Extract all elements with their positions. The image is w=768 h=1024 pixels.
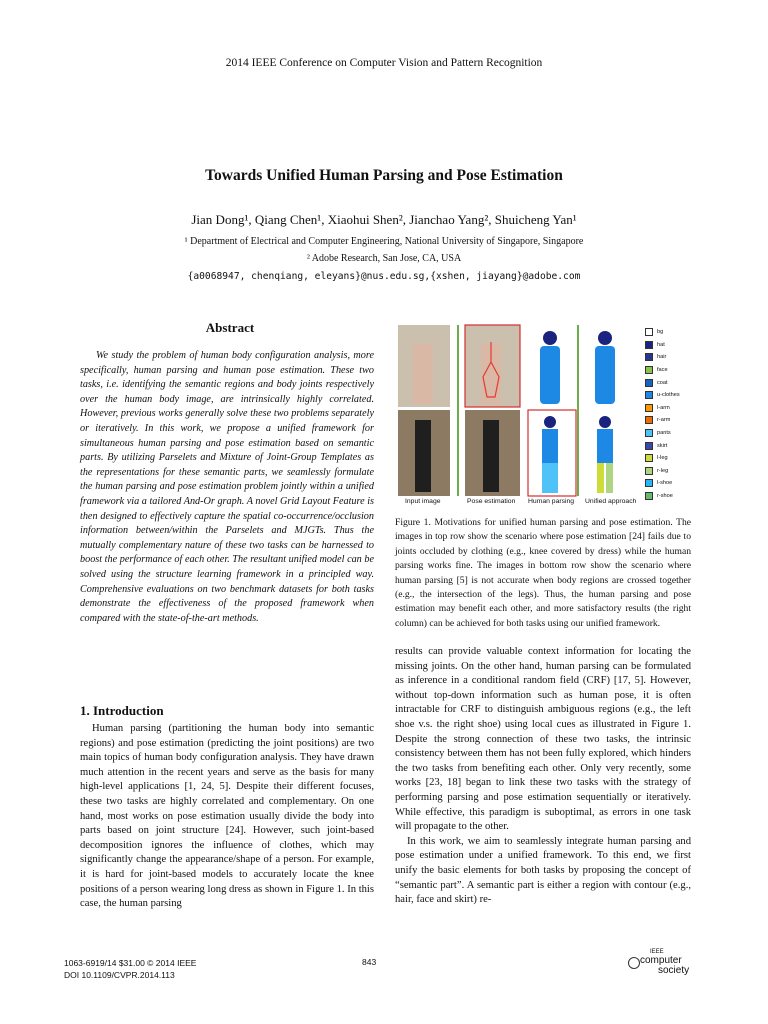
logo-ieee-text: IEEE — [650, 949, 664, 955]
intro-paragraph-2: results can provide valuable context information for locating the missing joints. On the other hand, human parsing can be formulated as inference in a conditional random field (CRF) [17, 5]. However, without top-down information such as human pose, it is often intractable for CRF to distinguish ambiguous regions (e.g., the left shoe v.s. the right shoe) using local cues as illustrated in Figure 1. Despite the strong connection of these two tasks, the intrinsic consistency between them has not been fully explored, which hinders the two tasks from benefiting each other. Only very recently, some works [23, 18] began to link these two tasks with the strategy of performing parsing and pose estimation sequentially or iteratively. While effective, this paradigm is suboptimal, as errors in one task will propagate to the other. — [395, 646, 691, 833]
legend-item — [645, 465, 695, 478]
paper-title: Towards Unified Human Parsing and Pose Estimation — [205, 167, 563, 184]
legend-label: hair — [657, 354, 667, 361]
unified-left-leg — [597, 463, 604, 493]
unified-body-top — [595, 346, 615, 404]
author-emails: {a0068947, chenqiang, eleyans}@nus.edu.sg,{xshen, jiayang}@adobe.com — [187, 271, 581, 282]
legend-label: l-leg — [657, 455, 668, 462]
parse-torso-bottom — [542, 429, 558, 463]
author-list: Jian Dong¹, Qiang Chen¹, Xiaohui Shen², Jianchao Yang², Shuicheng Yan¹ — [191, 212, 577, 227]
legend-item — [645, 351, 695, 364]
figure-1-caption: Figure 1. Motivations for unified human parsing and pose estimation. The images in top row show the scenario where pose estimation [24] fails due to joints occluded by clothing (e.g., knee covered by dress) while the human parsing works fine. The images in bottom row show the scenario where human parsing [5] is not accurate when body regions are crossed together (e.g., the intersection of the legs). Thus, the human parsing and pose estimation may benefit each other, and more satisfactory results (the right column) can be achieved for both tasks using our unified framework. — [395, 517, 691, 629]
unified-head-top — [598, 331, 612, 345]
logo-computer-text: computer — [640, 955, 682, 966]
footer-issn: 1063-6919/14 $31.00 © 2014 IEEE — [64, 958, 197, 968]
legend-swatch — [645, 479, 653, 487]
legend-swatch — [645, 404, 653, 412]
affiliation-1: ¹ Department of Electrical and Computer Engineering, National University of Singapore, Singapore — [184, 236, 584, 247]
legend-swatch — [645, 416, 653, 424]
legend-item — [645, 339, 695, 352]
intro-right-column — [395, 645, 691, 908]
intro-paragraph-3: In this work, we aim to seamlessly integrate human parsing and pose estimation under a unified framework. To this end, we first unify the basic elements for both tasks by proposing the concept of “semantic part”. A semantic part is either a region with contour (e.g., hair, face and skirt) re- — [395, 835, 691, 906]
legend-label: l-arm — [657, 404, 670, 411]
section-heading-introduction: 1. Introduction — [80, 703, 164, 718]
legend-label: skirt — [657, 442, 668, 449]
legend-item — [645, 402, 695, 415]
intro-left-column — [80, 722, 374, 912]
legend-swatch — [645, 353, 653, 361]
legend-item — [645, 326, 695, 339]
abstract-text: We study the problem of human body configuration analysis, more specifically, human parsing and human pose estimation. These two tasks, i.e. identifying the semantic regions and body joints respectively over the human body image, are intrinsically highly correlated. However, previous works generally solve these two problems separately or iteratively. In this work, we propose a unified framework for simultaneous human parsing and pose estimation based on semantic parts. By utilizing Parselets and Mixture of Joint-Group Templates as the representations for these semantic parts, we seamlessly formulate the human parsing and pose estimation problem jointly within a unified framework via a tailored And-Or graph. A novel Grid Layout Feature is then designed to effectively capture the spatial co-occurrence/occlusion information between/within the Parselets and MJGTs. Thus the mutually complementary nature of these two tasks can be harnessed to boost the performance of each other. The resultant unified model can be solved using the structure learning framework in a principled way. Comprehensive evaluations on two benchmark datasets for both tasks demonstrate the effectiveness of the proposed framework when compared with the state-of-the-art methods. — [80, 350, 374, 624]
figure-label-unified: Unified approach — [585, 498, 637, 505]
legend-swatch — [645, 492, 653, 500]
legend-item — [645, 389, 695, 402]
legend-label: coat — [657, 379, 668, 386]
legend-item — [645, 414, 695, 427]
parse-head-bottom — [544, 416, 556, 428]
abstract-body — [80, 349, 374, 626]
legend-swatch — [645, 366, 653, 374]
legend-item — [645, 427, 695, 440]
footer-doi: DOI 10.1109/CVPR.2014.113 — [64, 970, 175, 980]
legend-swatch — [645, 429, 653, 437]
computer-society-logo — [628, 949, 708, 981]
legend-label: face — [657, 367, 668, 374]
figure-label-input: Input image — [405, 498, 441, 505]
legend-item — [645, 490, 695, 503]
legend-label: pants — [657, 430, 671, 437]
legend-item — [645, 439, 695, 452]
input-person-top — [413, 344, 433, 404]
legend-swatch — [645, 328, 653, 336]
parse-body-top — [540, 346, 560, 404]
legend-label: u-clothes — [657, 392, 680, 399]
legend-swatch — [645, 454, 653, 462]
logo-society-text: society — [658, 965, 690, 976]
legend-label: l-shoe — [657, 480, 673, 487]
footer-copyright — [64, 957, 196, 981]
intro-paragraph-1: Human parsing (partitioning the human body into semantic regions) and pose estimation (predicting the joint positions) are two main topics of human body configuration analysis. They have drawn much attention in the recent years and serve as the basis for many high-level applications [1, 24, 5]. Despite their different focuses, these two tasks are highly correlated and complementary. On one hand, most works on pose estimation usually divide the body into parts based on joint structure [24]. However, such joint-based decomposition ignores the influence of clothes, which may significantly change the appearance/shape of a person. For example, it is hard for joint-based models to accurately locate the knee positions of a person wearing long dress as shown in Figure 1. In this case, the human parsing — [80, 723, 374, 910]
legend-swatch — [645, 391, 653, 399]
unified-torso-bottom — [597, 429, 613, 463]
parse-head-top — [543, 331, 557, 345]
abstract-heading: Abstract — [205, 320, 255, 335]
legend-swatch — [645, 341, 653, 349]
legend-item — [645, 452, 695, 465]
input-person-bottom — [415, 420, 431, 492]
legend-item — [645, 376, 695, 389]
unified-head-bottom — [599, 416, 611, 428]
figure-1-panels — [395, 322, 635, 512]
legend-label: r-leg — [657, 467, 669, 474]
parse-legs-bottom — [542, 463, 558, 493]
pose-person-bottom — [483, 420, 499, 492]
unified-right-leg — [606, 463, 613, 493]
figure-legend — [645, 326, 695, 502]
legend-label: hat — [657, 341, 665, 348]
figure-label-parsing: Human parsing — [528, 498, 575, 505]
legend-item — [645, 364, 695, 377]
legend-swatch — [645, 442, 653, 450]
legend-swatch — [645, 467, 653, 475]
legend-swatch — [645, 379, 653, 387]
globe-icon — [628, 957, 640, 969]
affiliation-2: ² Adobe Research, San Jose, CA, USA — [306, 253, 462, 264]
legend-item — [645, 477, 695, 490]
conference-header: 2014 IEEE Conference on Computer Vision and Pattern Recognition — [225, 57, 543, 69]
legend-label: r-shoe — [657, 493, 673, 500]
figure-1 — [395, 322, 695, 512]
legend-label: bg — [657, 329, 664, 336]
figure-label-pose: Pose estimation — [467, 498, 516, 505]
page-number: 843 — [362, 957, 377, 967]
legend-label: r-arm — [657, 417, 671, 424]
